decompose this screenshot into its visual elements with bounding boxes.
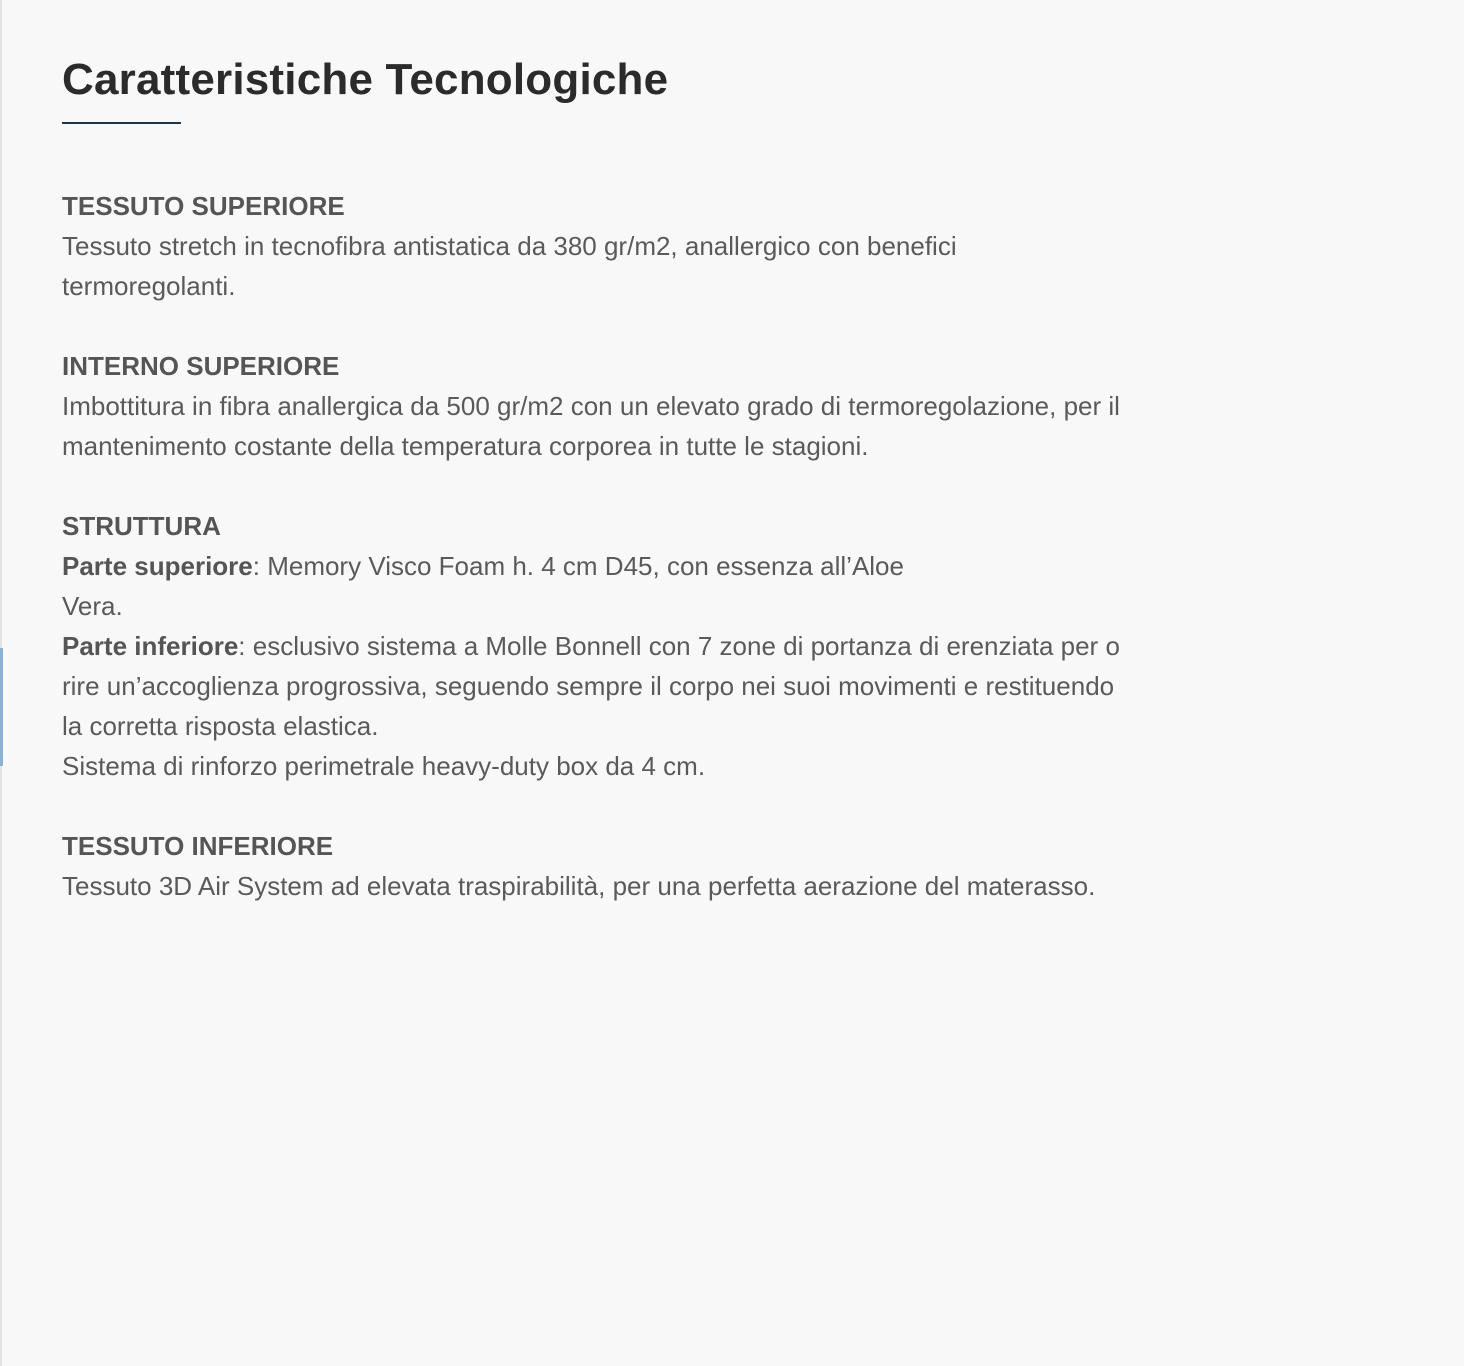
parte-inferiore-line-1 bbox=[62, 626, 1262, 666]
parte-superiore-text: : Memory Visco Foam h. 4 cm D45, con essenza all’Aloe bbox=[252, 551, 904, 581]
parte-superiore-label: Parte superiore bbox=[62, 551, 253, 581]
text-line: Imbottitura in fibra anallergica da 500 gr/m2 con un elevato grado di termoregolazione, per il bbox=[62, 391, 1120, 421]
parte-inferiore-line-2: rire un’accoglienza progrossiva, seguendo sempre il corpo nei suoi movimenti e restituendo bbox=[62, 671, 1115, 701]
parte-inferiore-line-3: la corretta risposta elastica. bbox=[62, 711, 379, 741]
section-heading-tessuto-inferiore: TESSUTO INFERIORE bbox=[62, 831, 334, 861]
section-heading-interno-superiore: INTERNO SUPERIORE bbox=[62, 351, 340, 381]
parte-inferiore-text: : esclusivo sistema a Molle Bonnell con 7 zone di portanza di erenziata per o bbox=[238, 631, 1120, 661]
parte-inferiore-label: Parte inferiore bbox=[62, 631, 239, 661]
section-text-tessuto-superiore bbox=[62, 226, 1262, 306]
product-tech-content bbox=[62, 52, 1262, 946]
page-left-accent-bar bbox=[0, 648, 3, 766]
text-line: mantenimento costante della temperatura corporea in tutte le stagioni. bbox=[62, 431, 869, 461]
section-tessuto-inferiore bbox=[62, 826, 1262, 906]
section-tessuto-superiore bbox=[62, 186, 1262, 306]
rinforzo-text: Sistema di rinforzo perimetrale heavy-duty box da 4 cm. bbox=[62, 751, 706, 781]
text-line: Tessuto stretch in tecnofibra antistatica da 380 gr/m2, anallergico con benefici bbox=[62, 231, 957, 261]
parte-superiore-line-2: Vera. bbox=[62, 591, 123, 621]
section-interno-superiore bbox=[62, 346, 1262, 466]
section-text-interno-superiore bbox=[62, 386, 1262, 466]
section-heading-tessuto-superiore: TESSUTO SUPERIORE bbox=[62, 191, 345, 221]
text-line: Tessuto 3D Air System ad elevata traspirabilità, per una perfetta aerazione del materasso. bbox=[62, 871, 1096, 901]
parte-superiore-line-1 bbox=[62, 546, 1262, 586]
tech-sections bbox=[62, 186, 1262, 906]
section-heading-struttura: STRUTTURA bbox=[62, 511, 221, 541]
section-text-tessuto-inferiore bbox=[62, 866, 1262, 906]
page-title: Caratteristiche Tecnologiche bbox=[62, 55, 669, 104]
title-underline bbox=[62, 122, 181, 124]
section-text-struttura bbox=[62, 546, 1262, 786]
text-line: termoregolanti. bbox=[62, 271, 236, 301]
section-struttura bbox=[62, 506, 1262, 786]
